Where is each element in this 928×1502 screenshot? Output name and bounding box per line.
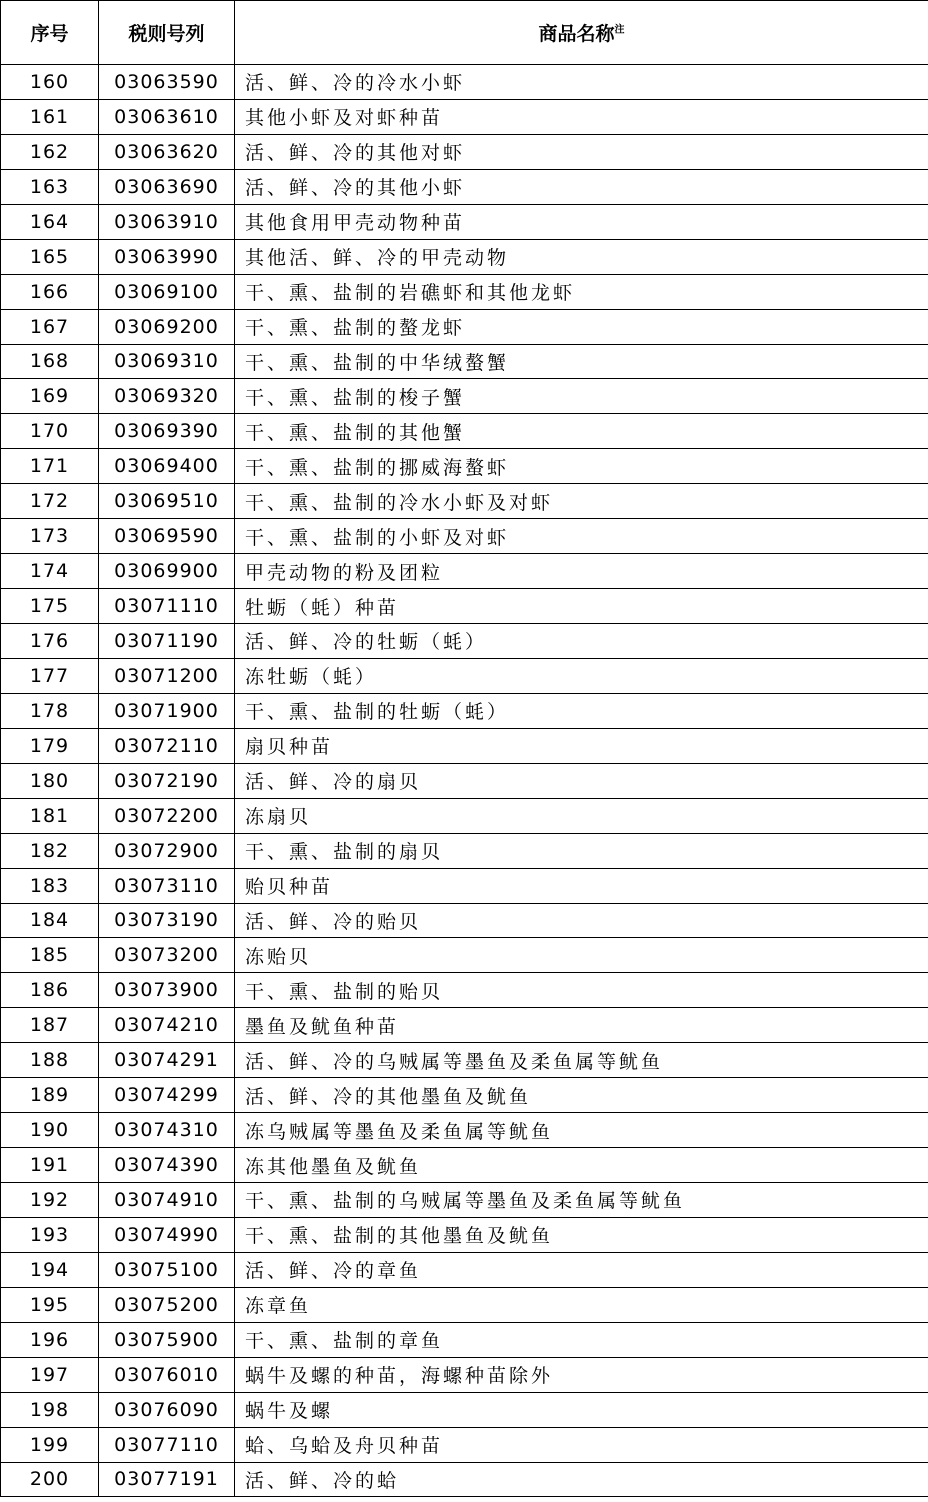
table-row — [1, 1078, 928, 1113]
header-name — [235, 1, 928, 65]
row-tariff-code: 03069100 — [99, 274, 235, 309]
row-tariff-code: 03069310 — [99, 344, 235, 379]
row-seq: 166 — [1, 274, 99, 309]
row-tariff-code: 03074910 — [99, 1183, 235, 1218]
row-seq: 183 — [1, 868, 99, 903]
table-row — [1, 1252, 928, 1287]
row-seq: 167 — [1, 309, 99, 344]
table-row — [1, 309, 928, 344]
row-tariff-code: 03072200 — [99, 798, 235, 833]
row-tariff-code: 03074291 — [99, 1043, 235, 1078]
table-row — [1, 1427, 928, 1462]
table-row — [1, 65, 928, 100]
row-tariff-code: 03063690 — [99, 169, 235, 204]
table-row — [1, 1113, 928, 1148]
row-seq: 163 — [1, 169, 99, 204]
table-row — [1, 1357, 928, 1392]
row-seq: 186 — [1, 973, 99, 1008]
table-row — [1, 379, 928, 414]
row-product-name: 冻贻贝 — [235, 938, 928, 973]
row-seq: 178 — [1, 693, 99, 728]
row-tariff-code: 03069390 — [99, 414, 235, 449]
row-product-name: 干、熏、盐制的岩礁虾和其他龙虾 — [235, 274, 928, 309]
row-product-name: 干、熏、盐制的牡蛎（蚝） — [235, 693, 928, 728]
table-row — [1, 693, 928, 728]
row-product-name: 活、鲜、冷的冷水小虾 — [235, 65, 928, 100]
table-row — [1, 519, 928, 554]
row-product-name: 蛤、乌蛤及舟贝种苗 — [235, 1427, 928, 1462]
row-product-name: 干、熏、盐制的冷水小虾及对虾 — [235, 484, 928, 519]
table-row — [1, 1183, 928, 1218]
row-product-name: 活、鲜、冷的其他对虾 — [235, 134, 928, 169]
row-seq: 197 — [1, 1357, 99, 1392]
row-product-name: 冻牡蛎（蚝） — [235, 658, 928, 693]
row-product-name: 活、鲜、冷的扇贝 — [235, 763, 928, 798]
row-seq: 169 — [1, 379, 99, 414]
row-product-name: 冻乌贼属等墨鱼及柔鱼属等鱿鱼 — [235, 1113, 928, 1148]
row-tariff-code: 03077110 — [99, 1427, 235, 1462]
table-row — [1, 554, 928, 589]
table-row — [1, 1043, 928, 1078]
row-seq: 187 — [1, 1008, 99, 1043]
row-tariff-code: 03074310 — [99, 1113, 235, 1148]
row-tariff-code: 03075900 — [99, 1322, 235, 1357]
row-seq: 192 — [1, 1183, 99, 1218]
row-product-name: 活、鲜、冷的乌贼属等墨鱼及柔鱼属等鱿鱼 — [235, 1043, 928, 1078]
table-row — [1, 868, 928, 903]
row-tariff-code: 03076090 — [99, 1392, 235, 1427]
row-seq: 175 — [1, 589, 99, 624]
row-tariff-code: 03069400 — [99, 449, 235, 484]
row-tariff-code: 03075100 — [99, 1252, 235, 1287]
row-tariff-code: 03075200 — [99, 1287, 235, 1322]
row-tariff-code: 03069900 — [99, 554, 235, 589]
header-name-label: 商品名称 — [538, 23, 615, 45]
row-seq: 176 — [1, 624, 99, 659]
row-seq: 162 — [1, 134, 99, 169]
table-row — [1, 1217, 928, 1252]
row-seq: 185 — [1, 938, 99, 973]
row-product-name: 其他食用甲壳动物种苗 — [235, 204, 928, 239]
row-product-name: 活、鲜、冷的其他墨鱼及鱿鱼 — [235, 1078, 928, 1113]
row-tariff-code: 03069200 — [99, 309, 235, 344]
header-seq: 序号 — [1, 1, 99, 65]
row-product-name: 干、熏、盐制的其他墨鱼及鱿鱼 — [235, 1217, 928, 1252]
row-tariff-code: 03073900 — [99, 973, 235, 1008]
row-tariff-code: 03074299 — [99, 1078, 235, 1113]
table-header — [1, 1, 928, 65]
row-tariff-code: 03071200 — [99, 658, 235, 693]
table-row — [1, 624, 928, 659]
row-tariff-code: 03072190 — [99, 763, 235, 798]
table-row — [1, 1322, 928, 1357]
row-product-name: 活、鲜、冷的章鱼 — [235, 1252, 928, 1287]
row-seq: 184 — [1, 903, 99, 938]
row-tariff-code: 03074210 — [99, 1008, 235, 1043]
table-row — [1, 1392, 928, 1427]
row-product-name: 干、熏、盐制的其他蟹 — [235, 414, 928, 449]
row-product-name: 冻其他墨鱼及鱿鱼 — [235, 1148, 928, 1183]
row-seq: 191 — [1, 1148, 99, 1183]
row-seq: 171 — [1, 449, 99, 484]
table-row — [1, 239, 928, 274]
row-product-name: 干、熏、盐制的贻贝 — [235, 973, 928, 1008]
row-tariff-code: 03072900 — [99, 833, 235, 868]
table-row — [1, 274, 928, 309]
row-product-name: 其他活、鲜、冷的甲壳动物 — [235, 239, 928, 274]
row-seq: 177 — [1, 658, 99, 693]
table-row — [1, 169, 928, 204]
header-code: 税则号列 — [99, 1, 235, 65]
row-tariff-code: 03063610 — [99, 99, 235, 134]
row-seq: 198 — [1, 1392, 99, 1427]
row-product-name: 活、鲜、冷的其他小虾 — [235, 169, 928, 204]
table-row — [1, 1287, 928, 1322]
table-row — [1, 938, 928, 973]
table-row — [1, 484, 928, 519]
row-product-name: 干、熏、盐制的扇贝 — [235, 833, 928, 868]
table-row — [1, 344, 928, 379]
row-product-name: 墨鱼及鱿鱼种苗 — [235, 1008, 928, 1043]
table-row — [1, 728, 928, 763]
row-product-name: 贻贝种苗 — [235, 868, 928, 903]
table-row — [1, 1148, 928, 1183]
row-seq: 168 — [1, 344, 99, 379]
table-row — [1, 658, 928, 693]
row-seq: 189 — [1, 1078, 99, 1113]
row-seq: 188 — [1, 1043, 99, 1078]
header-row — [1, 1, 928, 65]
row-seq: 160 — [1, 65, 99, 100]
row-product-name: 干、熏、盐制的章鱼 — [235, 1322, 928, 1357]
row-seq: 199 — [1, 1427, 99, 1462]
row-tariff-code: 03069320 — [99, 379, 235, 414]
row-tariff-code: 03063910 — [99, 204, 235, 239]
row-seq: 165 — [1, 239, 99, 274]
row-seq: 194 — [1, 1252, 99, 1287]
row-tariff-code: 03073110 — [99, 868, 235, 903]
row-product-name: 冻章鱼 — [235, 1287, 928, 1322]
table-row — [1, 973, 928, 1008]
row-tariff-code: 03074390 — [99, 1148, 235, 1183]
table-row — [1, 414, 928, 449]
row-product-name: 干、熏、盐制的小虾及对虾 — [235, 519, 928, 554]
row-product-name: 干、熏、盐制的挪威海螯虾 — [235, 449, 928, 484]
row-product-name: 干、熏、盐制的乌贼属等墨鱼及柔鱼属等鱿鱼 — [235, 1183, 928, 1218]
row-product-name: 干、熏、盐制的中华绒螯蟹 — [235, 344, 928, 379]
row-tariff-code: 03069510 — [99, 484, 235, 519]
row-tariff-code: 03076010 — [99, 1357, 235, 1392]
row-seq: 161 — [1, 99, 99, 134]
table-row — [1, 99, 928, 134]
table-row — [1, 1008, 928, 1043]
row-product-name: 甲壳动物的粉及团粒 — [235, 554, 928, 589]
table-row — [1, 449, 928, 484]
table-row — [1, 589, 928, 624]
row-tariff-code: 03073190 — [99, 903, 235, 938]
row-tariff-code: 03072110 — [99, 728, 235, 763]
table-row — [1, 204, 928, 239]
row-seq: 172 — [1, 484, 99, 519]
row-seq: 195 — [1, 1287, 99, 1322]
row-seq: 182 — [1, 833, 99, 868]
row-tariff-code: 03063590 — [99, 65, 235, 100]
row-tariff-code: 03069590 — [99, 519, 235, 554]
row-product-name: 牡蛎（蚝）种苗 — [235, 589, 928, 624]
row-tariff-code: 03063990 — [99, 239, 235, 274]
table-row — [1, 1462, 928, 1497]
row-seq: 196 — [1, 1322, 99, 1357]
header-name-note: 注 — [614, 24, 625, 36]
row-product-name: 活、鲜、冷的牡蛎（蚝） — [235, 624, 928, 659]
row-product-name: 冻扇贝 — [235, 798, 928, 833]
row-seq: 180 — [1, 763, 99, 798]
table-row — [1, 798, 928, 833]
row-tariff-code: 03073200 — [99, 938, 235, 973]
row-seq: 179 — [1, 728, 99, 763]
table-row — [1, 763, 928, 798]
row-tariff-code: 03074990 — [99, 1217, 235, 1252]
row-product-name: 其他小虾及对虾种苗 — [235, 99, 928, 134]
row-product-name: 干、熏、盐制的螯龙虾 — [235, 309, 928, 344]
row-seq: 181 — [1, 798, 99, 833]
row-seq: 173 — [1, 519, 99, 554]
row-seq: 193 — [1, 1217, 99, 1252]
row-tariff-code: 03071900 — [99, 693, 235, 728]
row-seq: 190 — [1, 1113, 99, 1148]
row-seq: 164 — [1, 204, 99, 239]
table-body — [1, 65, 928, 1497]
row-tariff-code: 03071110 — [99, 589, 235, 624]
table-row — [1, 134, 928, 169]
row-product-name: 活、鲜、冷的贻贝 — [235, 903, 928, 938]
row-product-name: 蜗牛及螺 — [235, 1392, 928, 1427]
row-tariff-code: 03077191 — [99, 1462, 235, 1497]
row-seq: 174 — [1, 554, 99, 589]
row-product-name: 蜗牛及螺的种苗，海螺种苗除外 — [235, 1357, 928, 1392]
row-seq: 170 — [1, 414, 99, 449]
row-tariff-code: 03071190 — [99, 624, 235, 659]
row-seq: 200 — [1, 1462, 99, 1497]
row-tariff-code: 03063620 — [99, 134, 235, 169]
row-product-name: 干、熏、盐制的梭子蟹 — [235, 379, 928, 414]
table-row — [1, 833, 928, 868]
table-row — [1, 903, 928, 938]
row-product-name: 扇贝种苗 — [235, 728, 928, 763]
row-product-name: 活、鲜、冷的蛤 — [235, 1462, 928, 1497]
